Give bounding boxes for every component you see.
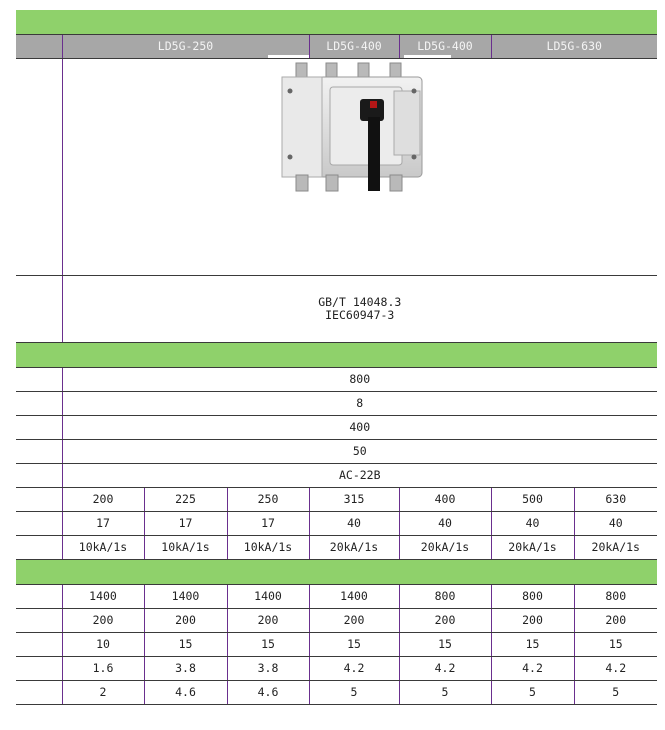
cell: 800 — [491, 585, 574, 609]
cell: 5 — [491, 681, 574, 705]
section-header-label-cell — [16, 560, 62, 585]
cell: 200 — [309, 609, 399, 633]
cell: 15 — [491, 633, 574, 657]
model-ld5g-400-b: LD5G-400 — [399, 35, 491, 59]
cell: 15 — [227, 633, 309, 657]
cell: 15 — [399, 633, 491, 657]
cell: 800 — [399, 585, 491, 609]
cell: 4.2 — [574, 657, 657, 681]
cell: 800 — [574, 585, 657, 609]
cell: 5 — [399, 681, 491, 705]
cell: 4.2 — [491, 657, 574, 681]
cell: 200 — [144, 609, 227, 633]
common-row — [16, 464, 657, 488]
model-header-label-cell — [16, 35, 62, 59]
model-header-row — [16, 35, 657, 59]
rating-row — [16, 488, 657, 512]
cell: 10kA/1s — [62, 536, 144, 560]
mechanical-row — [16, 633, 657, 657]
standard-gb: GB/T 14048.3 — [318, 295, 402, 309]
cell: 17 — [62, 512, 144, 536]
cell: 2 — [62, 681, 144, 705]
section-header-body — [62, 560, 657, 585]
cell: 20kA/1s — [309, 536, 399, 560]
cell: 1400 — [62, 585, 144, 609]
cell: 5 — [574, 681, 657, 705]
cell: 15 — [309, 633, 399, 657]
cell: 1400 — [144, 585, 227, 609]
common-row — [16, 368, 657, 392]
cell: 15 — [144, 633, 227, 657]
cell: 200 — [574, 609, 657, 633]
mechanical-row — [16, 585, 657, 609]
cell: 1400 — [309, 585, 399, 609]
common-value: 8 — [62, 392, 657, 416]
cell: 200 — [62, 488, 144, 512]
cell: 17 — [227, 512, 309, 536]
cell: 200 — [227, 609, 309, 633]
cell: 4.6 — [227, 681, 309, 705]
common-value: 50 — [62, 440, 657, 464]
mechanical-row — [16, 657, 657, 681]
cell: 200 — [491, 609, 574, 633]
cell: 4.2 — [309, 657, 399, 681]
section-header-body — [62, 343, 657, 368]
cell: 20kA/1s — [491, 536, 574, 560]
standards-label-cell — [16, 276, 62, 343]
cell: 200 — [62, 609, 144, 633]
section-header-body — [62, 10, 657, 35]
cell: 10kA/1s — [144, 536, 227, 560]
cell: 4.2 — [399, 657, 491, 681]
cell: 20kA/1s — [574, 536, 657, 560]
rating-row — [16, 536, 657, 560]
section-header-label-cell — [16, 343, 62, 368]
standards-cell — [62, 276, 657, 343]
product-image-cell — [62, 59, 657, 276]
cell: 10 — [62, 633, 144, 657]
section-header-general — [16, 10, 657, 35]
cell: 400 — [399, 488, 491, 512]
model-ld5g-400-a: LD5G-400 — [309, 35, 399, 59]
cell: 40 — [399, 512, 491, 536]
cell: 1400 — [227, 585, 309, 609]
cell: 20kA/1s — [399, 536, 491, 560]
cell: 40 — [491, 512, 574, 536]
mechanical-row — [16, 681, 657, 705]
cell: 15 — [574, 633, 657, 657]
common-row — [16, 440, 657, 464]
section-header-label-cell — [16, 10, 62, 35]
model-ld5g-630: LD5G-630 — [491, 35, 657, 59]
cell: 500 — [491, 488, 574, 512]
cell: 315 — [309, 488, 399, 512]
mechanical-row — [16, 609, 657, 633]
common-value: 400 — [62, 416, 657, 440]
cell: 200 — [399, 609, 491, 633]
cell: 40 — [309, 512, 399, 536]
switch-product-image — [268, 61, 438, 211]
section-header-electrical — [16, 343, 657, 368]
standards-row — [16, 276, 657, 343]
standard-iec: IEC60947-3 — [325, 308, 395, 322]
cell: 5 — [309, 681, 399, 705]
product-image-row — [16, 59, 657, 276]
cell: 3.8 — [144, 657, 227, 681]
common-value: AC-22B — [62, 464, 657, 488]
cell: 1.6 — [62, 657, 144, 681]
common-value: 800 — [62, 368, 657, 392]
cell: 630 — [574, 488, 657, 512]
common-row — [16, 392, 657, 416]
cell: 4.6 — [144, 681, 227, 705]
cell: 250 — [227, 488, 309, 512]
common-row — [16, 416, 657, 440]
image-label-cell — [16, 59, 62, 276]
cell: 17 — [144, 512, 227, 536]
cell: 10kA/1s — [227, 536, 309, 560]
model-ld5g-250: LD5G-250 — [62, 35, 309, 59]
section-header-mechanical — [16, 560, 657, 585]
spec-table — [16, 10, 657, 705]
cell: 225 — [144, 488, 227, 512]
cell: 40 — [574, 512, 657, 536]
cell: 3.8 — [227, 657, 309, 681]
rating-row — [16, 512, 657, 536]
